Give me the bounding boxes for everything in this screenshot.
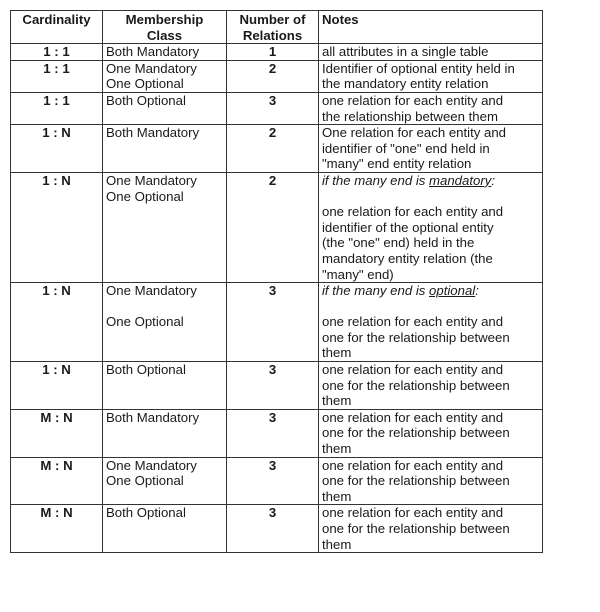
notes-cell: One relation for each entity and identifier of "one" end held in "many" end entity relation (319, 125, 543, 173)
membership-cell: One Mandatory One Optional (103, 172, 227, 282)
membership-cell: Both Mandatory (103, 409, 227, 457)
table-row (11, 283, 543, 362)
membership-cell: One Mandatory One Optional (103, 283, 227, 362)
table-row (11, 409, 543, 457)
membership-cell: Both Mandatory (103, 44, 227, 61)
header-row (11, 11, 543, 44)
notes-cell: one relation for each entity and one for the relationship between them (319, 505, 543, 553)
cardinality-cell: 1 : N (11, 283, 103, 362)
table-row (11, 92, 543, 124)
relations-cell: 1 (227, 44, 319, 61)
membership-cell: One Mandatory One Optional (103, 457, 227, 505)
notes-cell: one relation for each entity and one for the relationship between them (319, 409, 543, 457)
relations-cell: 3 (227, 283, 319, 362)
cardinality-cell: 1 : 1 (11, 44, 103, 61)
condition-text: if the many end is mandatory: (322, 172, 496, 188)
membership-cell: Both Mandatory (103, 125, 227, 173)
table-row (11, 44, 543, 61)
table-row (11, 60, 543, 92)
relations-cell: 2 (227, 172, 319, 282)
membership-cell: Both Optional (103, 362, 227, 410)
relations-cell: 2 (227, 125, 319, 173)
notes-cell: one relation for each entity and one for the relationship between them (319, 362, 543, 410)
header-notes: Notes (319, 11, 543, 44)
cardinality-cell: M : N (11, 505, 103, 553)
relations-cell: 3 (227, 505, 319, 553)
relations-cell: 2 (227, 60, 319, 92)
cardinality-cell: M : N (11, 457, 103, 505)
cardinality-cell: 1 : N (11, 362, 103, 410)
notes-cell: if the many end is mandatory: one relation for each entity and identifier of the optional entity (the "one" end) held in the mandatory entity relation (the "many" end) (319, 172, 543, 282)
notes-cell: one relation for each entity and one for the relationship between them (319, 457, 543, 505)
notes-cell: all attributes in a single table (319, 44, 543, 61)
table-row (11, 125, 543, 173)
notes-cell: Identifier of optional entity held in the mandatory entity relation (319, 60, 543, 92)
table-row (11, 172, 543, 282)
relations-cell: 3 (227, 92, 319, 124)
relations-cell: 3 (227, 457, 319, 505)
condition-text: if the many end is optional: (322, 283, 479, 299)
header-membership-class: Membership Class (103, 11, 227, 44)
notes-cell: if the many end is optional: one relation for each entity and one for the relationship between them (319, 283, 543, 362)
cardinality-cell: 1 : N (11, 172, 103, 282)
notes-cell: one relation for each entity and the relationship between them (319, 92, 543, 124)
membership-cell: One Mandatory One Optional (103, 60, 227, 92)
relations-cell: 3 (227, 409, 319, 457)
membership-cell: Both Optional (103, 92, 227, 124)
header-cardinality: Cardinality (11, 11, 103, 44)
cardinality-cell: 1 : 1 (11, 92, 103, 124)
cardinality-table (10, 10, 543, 553)
relations-cell: 3 (227, 362, 319, 410)
cardinality-cell: 1 : 1 (11, 60, 103, 92)
table-row (11, 457, 543, 505)
membership-cell: Both Optional (103, 505, 227, 553)
header-number-of-relations: Number of Relations (227, 11, 319, 44)
cardinality-cell: 1 : N (11, 125, 103, 173)
cardinality-cell: M : N (11, 409, 103, 457)
table-row (11, 505, 543, 553)
table-row (11, 362, 543, 410)
